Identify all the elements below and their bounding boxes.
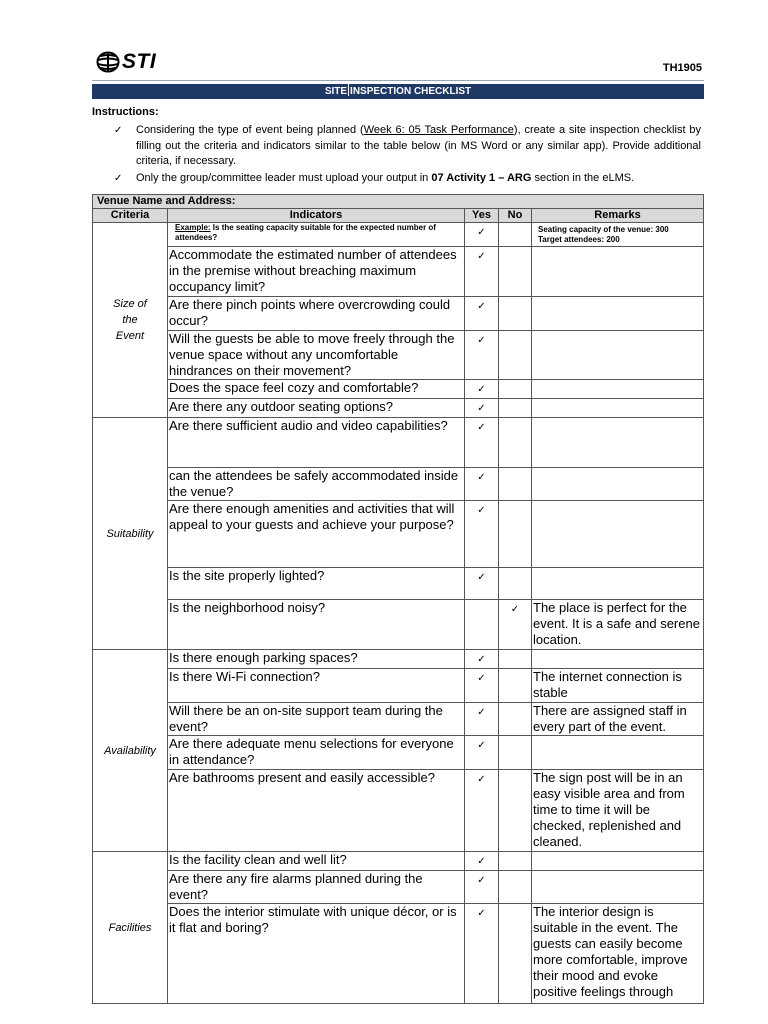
check-icon: ✓ [477,875,486,886]
instructions-title: Instructions: [92,106,159,118]
globe-icon [96,50,120,74]
remark-cell: The sign post will be in an easy visible area and from time to time it will be checked, replenished and cleaned. [532,770,704,852]
yes-cell[interactable] [465,871,499,904]
check-icon: ✓ [477,301,486,312]
check-icon: ✓ [477,251,486,262]
indicator-cell: Is there Wi-Fi connection? [168,669,465,703]
example-indicator: Example: Is the seating capacity suitable for the expected number of attendees? [168,223,465,247]
checkmark-bullet-icon: ✓ [114,173,123,184]
indicator-cell: Accommodate the estimated number of attendees in the premise without breaching maximum occupancy limit? [168,247,465,297]
yes-cell[interactable] [465,852,499,871]
indicator-cell: Does the interior stimulate with unique décor, or is it flat and boring? [168,904,465,1004]
no-cell[interactable] [499,600,532,650]
indicator-cell: Are there adequate menu selections for everyone in attendance? [168,736,465,770]
task-reference-link[interactable]: Week 6: 05 Task Performance [363,124,514,136]
no-cell[interactable] [499,852,532,871]
no-cell[interactable] [499,650,532,669]
check-icon: ✓ [477,774,486,785]
remark-cell [532,247,704,297]
remark-cell [532,852,704,871]
remark-cell: The interior design is suitable in the event. The guests can easily become more comfortable, improve their mood and evoke positive feelings through [532,904,704,1004]
no-cell[interactable] [499,331,532,380]
instruction-text: Considering the type of event being planned ( [136,124,364,136]
yes-cell[interactable] [465,247,499,297]
header-no: No [499,209,532,223]
header-criteria: Criteria [93,209,168,223]
table-row [93,297,704,331]
no-cell[interactable] [499,247,532,297]
no-cell[interactable] [499,904,532,1004]
check-icon: ✓ [477,227,486,238]
yes-cell[interactable] [465,904,499,1004]
check-icon: ✓ [477,472,486,483]
header-yes: Yes [465,209,499,223]
table-row [93,568,704,600]
table-row [93,669,704,703]
table-row [93,600,704,650]
instruction-text: section in the eLMS. [531,172,635,184]
table-row [93,380,704,399]
text-cursor [348,84,349,96]
checkmark-bullet-icon: ✓ [114,125,123,136]
indicator-cell: Is the facility clean and well lit? [168,852,465,871]
yes-cell[interactable] [465,568,499,600]
check-icon: ✓ [510,604,520,615]
table-row [93,331,704,380]
banner-title-part1: SITE [324,86,348,97]
remark-cell [532,297,704,331]
yes-cell[interactable] [465,297,499,331]
yes-cell[interactable] [465,770,499,852]
indicator-cell: Will there be an on-site support team during the event? [168,703,465,736]
indicator-cell: can the attendees be safely accommodated inside the venue? [168,468,465,501]
remark-cell [532,650,704,669]
yes-cell[interactable] [465,468,499,501]
header-indicators: Indicators [168,209,465,223]
yes-cell[interactable] [465,703,499,736]
no-cell[interactable] [499,223,532,247]
table-row [93,703,704,736]
criteria-availability: Availability [93,650,168,852]
header-remarks: Remarks [532,209,704,223]
check-icon: ✓ [477,384,486,395]
table-row [93,904,704,1004]
check-icon: ✓ [477,707,486,718]
table-row [93,650,704,669]
table-row [93,871,704,904]
check-icon: ✓ [477,403,486,414]
criteria-facilities: Facilities [93,852,168,1004]
check-icon: ✓ [477,654,486,665]
indicator-cell: Is the site properly lighted? [168,568,465,600]
remark-cell [532,418,704,468]
check-icon: ✓ [477,856,486,867]
yes-cell[interactable] [465,331,499,380]
check-icon: ✓ [477,908,486,919]
venue-label: Venue Name and Address: [93,195,704,209]
table-row [93,770,704,852]
check-icon: ✓ [477,422,486,433]
indicator-cell: Are there any fire alarms planned during the event? [168,871,465,904]
remark-cell [532,380,704,399]
no-cell[interactable] [499,669,532,703]
indicator-cell: Will the guests be able to move freely through the venue space without any uncomfortable hindrances on their movement? [168,331,465,380]
indicator-cell: Are there sufficient audio and video capabilities? [168,418,465,468]
yes-cell[interactable] [465,669,499,703]
check-icon: ✓ [477,335,486,346]
no-cell[interactable] [499,703,532,736]
yes-cell[interactable] [465,600,499,650]
table-row [93,223,704,247]
table-row [93,736,704,770]
instruction-text: ), create a site inspection checklist by filling out the criteria and indicators similar to the table below (in MS Word or any similar app). Provide additional criteria, if necessary. [136,124,701,168]
remark-cell [532,568,704,600]
table-row [93,501,704,568]
sti-logo [96,49,156,75]
no-cell[interactable] [499,501,532,568]
venue-row [93,195,704,209]
remark-cell [532,331,704,380]
yes-cell[interactable] [465,650,499,669]
no-cell[interactable] [499,871,532,904]
check-icon: ✓ [477,572,486,583]
yes-cell[interactable] [465,223,499,247]
remark-cell: The place is perfect for the event. It is a safe and serene location. [532,600,704,650]
no-cell[interactable] [499,770,532,852]
no-cell[interactable] [499,468,532,501]
yes-cell[interactable] [465,399,499,418]
indicator-cell: Is there enough parking spaces? [168,650,465,669]
table-row [93,418,704,468]
no-cell[interactable] [499,380,532,399]
yes-cell[interactable] [465,736,499,770]
remark-cell [532,468,704,501]
remark-cell: The internet connection is stable [532,669,704,703]
section-name: 07 Activity 1 – ARG [431,172,532,184]
table-header-row [93,209,704,223]
check-icon: ✓ [477,740,486,751]
site-inspection-table [92,194,704,1004]
no-cell[interactable] [499,736,532,770]
indicator-cell: Is the neighborhood noisy? [168,600,465,650]
banner-title-part2: INSPECTION CHECKLIST [350,86,472,97]
check-icon: ✓ [477,505,486,516]
header-rule [92,80,704,81]
check-icon: ✓ [477,673,486,684]
indicator-cell: Does the space feel cozy and comfortable? [168,380,465,399]
no-cell[interactable] [499,418,532,468]
no-cell[interactable] [499,568,532,600]
no-cell[interactable] [499,297,532,331]
criteria-suitability: Suitability [93,418,168,650]
title-banner [92,84,704,99]
instruction-text: Only the group/committee leader must upload your output in [136,172,432,184]
criteria-size-of-event: Size of the Event [93,223,168,418]
table-row [93,468,704,501]
yes-cell[interactable] [465,501,499,568]
remark-cell: There are assigned staff in every part of the event. [532,703,704,736]
indicator-cell: Are there any outdoor seating options? [168,399,465,418]
table-row [93,399,704,418]
indicator-cell: Are bathrooms present and easily accessible? [168,770,465,852]
yes-cell[interactable] [465,380,499,399]
remark-cell [532,736,704,770]
table-row [93,247,704,297]
example-remark: Seating capacity of the venue: 300 Target attendees: 200 [532,223,704,247]
remark-cell [532,399,704,418]
yes-cell[interactable] [465,418,499,468]
logo-text: STI [122,50,157,73]
document-code: TH1905 [662,62,702,74]
table-row [93,852,704,871]
indicator-cell: Are there pinch points where overcrowding could occur? [168,297,465,331]
remark-cell [532,871,704,904]
indicator-cell: Are there enough amenities and activities that will appeal to your guests and achieve your purpose? [168,501,465,568]
remark-cell [532,501,704,568]
no-cell[interactable] [499,399,532,418]
